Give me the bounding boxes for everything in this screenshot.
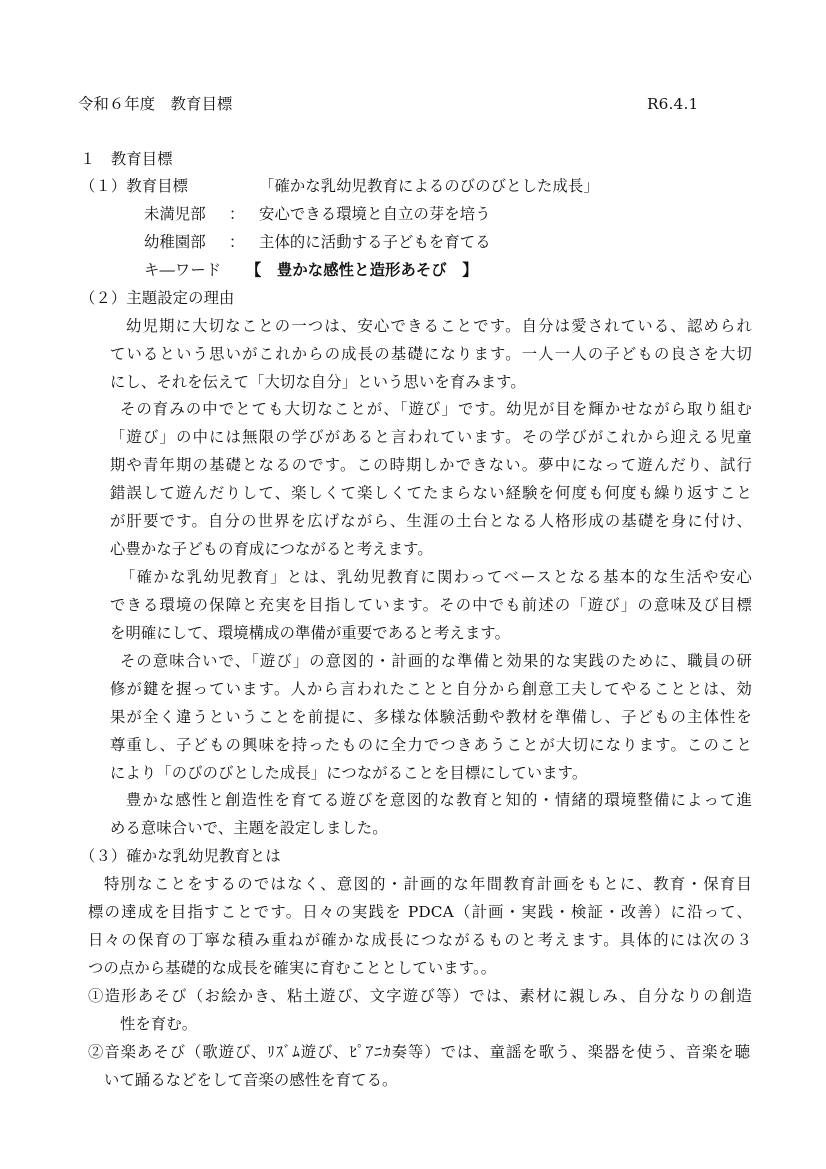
paragraph-line: 修が鍵を握っています。人から言われたことと自分から創意工夫してやることとは、効 <box>110 680 752 698</box>
list-item-line: ①造形あそび（お絵かき、粘土遊び、文字遊び等）では、素材に親しみ、自分なりの創造 <box>88 987 752 1005</box>
section-heading: １ 教育目標 <box>80 150 173 168</box>
paragraph-line: める意味合いで、主題を設定しました。 <box>110 819 388 837</box>
subsection-3-label: （３）確かな乳幼児教育とは <box>80 847 281 865</box>
division-goal: 安心できる環境と自立の芽を培う <box>259 205 491 223</box>
paragraph-line: 心豊かな子どもの育成につながると考えます。 <box>110 540 433 558</box>
paragraph-line: ているという思いがこれからの成長の基礎になります。一人一人の子どもの良さを大切 <box>110 345 752 363</box>
keyword-value: 【 豊かな感性と造形あそび 】 <box>246 261 478 279</box>
list-item-line: いて踊るなどをして音楽の感性を育てる。 <box>104 1071 398 1089</box>
paragraph-line: 尊重し、子どもの興味を持ったものに全力でつきあうことが大切になります。このこと <box>110 736 752 754</box>
paragraph-line: 錯誤して遊んだりして、楽しくて楽しくてたまらない経験を何度も何度も繰り返すこと <box>110 484 752 502</box>
paragraph-line: 標の達成を目指すことです。日々の実践を PDCA（計画・実践・検証・改善）に沿って、 <box>88 903 752 921</box>
subsection-1-label: （１）教育目標 <box>80 177 189 195</box>
paragraph-line: により「のびのびとした成長」につながることを目標にしています。 <box>110 764 588 782</box>
list-item-line: 性を育む。 <box>120 1015 198 1033</box>
division-name: 幼稚園部 <box>144 233 206 251</box>
paragraph-line: 特別なことをするのではなく、意図的・計画的な年間教育計画をもとに、教育・保育目 <box>104 875 752 893</box>
division-goal: 主体的に活動する子どもを育てる <box>259 233 491 251</box>
paragraph-line: を明確にして、環境構成の準備が重要であると考えます。 <box>110 624 511 642</box>
paragraph-line: 「遊び」の中には無限の学びがあると言われています。その学びがこれから迎える児童 <box>110 428 752 446</box>
paragraph-line: が肝要です。自分の世界を広げながら、生涯の土台となる人格形成の基礎を身に付け、 <box>110 512 752 530</box>
paragraph-line: つの点から基礎的な成長を確実に育むこととしています。。 <box>88 959 497 977</box>
document-date: R6.4.1 <box>647 95 699 113</box>
education-motto: 「確かな乳幼児教育によるのびのびとした成長」 <box>259 177 599 195</box>
paragraph-line: 「確かな乳幼児教育」とは、乳幼児教育に関わってベースとなる基本的な生活や安心 <box>120 568 752 586</box>
division-name: 未満児部 <box>144 205 206 223</box>
keyword-label: キ―ワード <box>144 261 222 279</box>
paragraph-line: 期や青年期の基礎となるのです。この時期しかできない。夢中になって遊んだり、試行 <box>110 456 752 474</box>
division-separator: ： <box>229 233 245 251</box>
list-item-line: ②音楽あそび（歌遊び、ﾘｽﾞﾑ遊び、ﾋﾟｱﾆｶ奏等）では、童謡を歌う、楽器を使う、音楽を聴 <box>88 1043 752 1061</box>
paragraph-line: 豊かな感性と創造性を育てる遊びを意図的な教育と知的・情緒的環境整備によって進 <box>126 791 752 809</box>
paragraph-line: にし、それを伝えて「大切な自分」という思いを育みます。 <box>110 373 526 391</box>
paragraph-line: 幼児期に大切なことの一つは、安心できることです。自分は愛されている、認められ <box>126 317 752 335</box>
paragraph-line: その意味合いで、「遊び」の意図的・計画的な準備と効果的な実践のために、職員の研 <box>120 652 752 670</box>
paragraph-line: 果が全く違うということを前提に、多様な体験活動や教材を準備し、子どもの主体性を <box>110 708 752 726</box>
subsection-2-label: （２）主題設定の理由 <box>80 289 235 307</box>
paragraph-line: 日々の保育の丁寧な積み重ねが確かな成長につながるものと考えます。具体的には次の３ <box>88 931 752 949</box>
paragraph-line: できる環境の保障と充実を目指しています。その中でも前述の「遊び」の意味及び目標 <box>110 596 752 614</box>
document-title: 令和６年度 教育目標 <box>78 95 233 113</box>
division-separator: ： <box>229 205 245 223</box>
paragraph-line: その育みの中でとても大切なことが、「遊び」です。幼児が目を輝かせながら取り組む <box>120 400 752 418</box>
